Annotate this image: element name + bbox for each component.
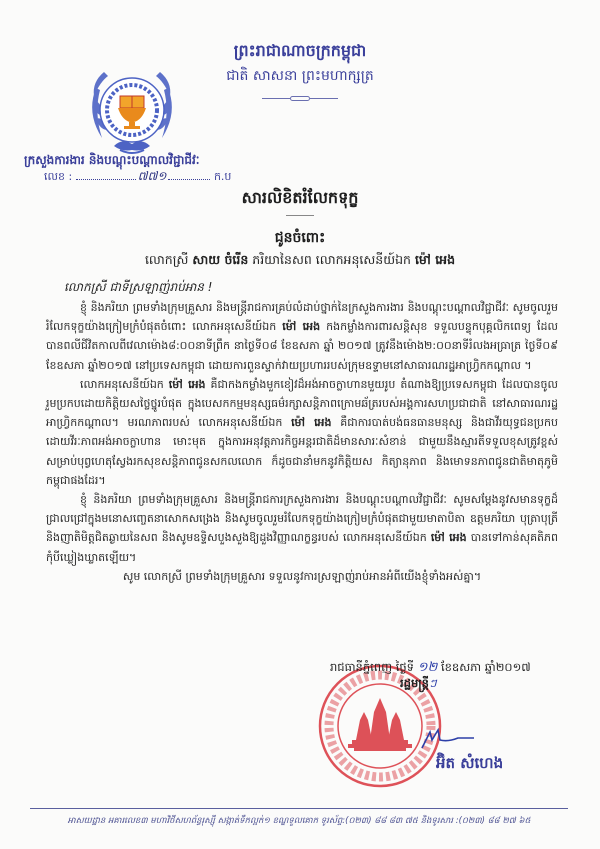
title-divider [286, 215, 314, 216]
national-motto: ជាតិ សាសនា ព្រះមហាក្សត្រ [226, 68, 374, 84]
signer-title [400, 674, 437, 692]
deceased-name: ម៉ៅ អេង [414, 252, 456, 267]
kingdom-heading: ព្រះរាជាណាចក្រកម្ពុជា [233, 41, 367, 60]
text: គឺជាកងកម្លាំងមួកខៀវដ៏អង់អាចក្លាហានមួយរូប តំណាងឱ្យប្រទេសកម្ពុជា ដែលបានចូលរួមប្រកបដោយកិត្តិយសថ្លៃថ្នូរបំផុត ក្នុងបេសកកម្មមនុស្សធម៌រក្សាសន្តិភាពក្រោមឆ័ត្ររបស់អង្គការសហប្រជាជាតិ នៅសាធារណរដ្ឋអាហ្វ្រិកកណ្តាល។ មរណភាពរបស់ លោកអនុសេនីយ៍ឯក [46, 377, 558, 430]
text: លោកអនុសេនីយ៍ឯក [80, 377, 164, 391]
recipient-name: សាយ ចំរើន [192, 252, 249, 267]
paragraph-2 [46, 375, 558, 490]
letter-title: សារលិខិតរំលែកទុក្ខ [241, 188, 359, 207]
reference-number [44, 168, 231, 185]
date-day-handwritten: ១២ [417, 660, 438, 675]
recipient-prefix: លោកស្រី [144, 252, 189, 267]
recipient-relation: ភរិយានៃសព លោកអនុសេនីយ៍ឯក [252, 252, 411, 267]
deceased-name: ម៉ៅ អេង [430, 531, 467, 545]
ref-dots [76, 168, 136, 180]
ref-dots [168, 168, 210, 180]
ref-number-handwritten: ៧៧១ [137, 169, 167, 183]
addressee-label: ជូនចំពោះ [274, 230, 326, 246]
signer-name: អ៊ិត សំហេង [436, 754, 504, 772]
deceased-name: ម៉ៅ អេង [282, 320, 321, 334]
ministry-name: ក្រសួងការងារ និងបណ្តុះបណ្តាលវិជ្ជាជីវៈ [24, 153, 200, 167]
deceased-name: ម៉ៅ អេង [168, 377, 206, 391]
paragraph-3 [46, 490, 558, 567]
text: ខ្ញុំ និងភរិយា ព្រមទាំងក្រុមគ្រួសារ និងមន្ត្រីរាជការក្រសួងការងារ និងបណ្តុះបណ្តាលវិជ្ជាជីវៈ សូមសម្តែងនូវសមានទុក្ខដ៏ជ្រាលជ្រៅក្នុងមនោសញ្ចេតនាសោកសង្រេង និងសូមចូលរួមរំលែកទុក្ខយ៉ាងក្រៀមក្រំបំផុតជាមួយមាតាបិតា ឧត្តមភរិយា បុត្រាបុត្រី និងញាតិមិត្តជិតឆ្ងាយនៃសព និងសូមឧទ្ទិសបួងសួងឱ្យដួងវិញ្ញាណក្ខន្ធរបស់ លោកអនុសេនីយ៍ឯក [46, 493, 558, 545]
text: ខ្ញុំ និងភរិយា ព្រមទាំងក្រុមគ្រួសារ និងមន្ត្រីរាជការគ្រប់លំដាប់ថ្នាក់នៃក្រសួងការងារ និងបណ្តុះបណ្តាលវិជ្ជាជីវៈ សូមចូលរួមរំលែកទុក្ខយ៉ាងក្រៀមក្រំបំផុតចំពោះ លោកអនុសេនីយ៍ឯក [46, 301, 558, 334]
ref-label: លេខ : [44, 170, 73, 183]
closing-line: សូម លោកស្រី ព្រមទាំងក្រុមគ្រួសារ ទទួលនូវការស្រឡាញ់រាប់អានអំពីយើងខ្ញុំទាំងអស់គ្នា។ [122, 569, 482, 583]
addressee-line [40, 250, 560, 270]
minister-title: រដ្ឋមន្ត្រី [400, 676, 429, 690]
ministry-logo [84, 58, 180, 162]
footer-address: អាសយដ្ឋាន អគារលេខ៣ មហាវិថីសហព័ន្ធរុស្ស៊ី សង្កាត់ទឹកល្អក់១ ខណ្ឌទួលគោក ទូរស័ព្ទ:(០២៣) ៨៨ ៨៣ ៧៥ និងទូរសារ :(០២៣) ៨៨ ២៧ ៦៥ [67, 816, 531, 826]
footer-divider [30, 808, 568, 809]
handwritten-signature [418, 722, 488, 750]
date-prefix: រាជធានីភ្នំពេញ ថ្ងៃទី [330, 660, 414, 674]
paragraph-1 [46, 298, 558, 375]
text: គឺជាការបាត់បង់ធនធានមនុស្ស និងជាវីរយុទ្ធជនប្រកបដោយវីរៈភាពអង់អាចក្លាហាន មោះមុត ក្នុងការអនុវត្តភារកិច្ចអន្តរជាតិដ៏មានសារៈសំខាន់ ជាមួយនឹងស្មារតីទទួលខុសត្រូវខ្ពស់សម្រាប់បុព្វហេតុស្វែងរកសុខសន្តិភាពជូនសកលលោក ក៏ដូចជានាំមកនូវកិត្តិយស កិត្យានុភាព និងមោទនភាពជូនជាតិមាតុភូមិកម្ពុជាផងដែរ។ [46, 416, 559, 487]
text: កងកម្លាំងការពារសន្តិសុខ ទទួលបន្ទុកបុគ្គលិកពេទ្យ ដែលបានពលីជីវិតកាលពីវេលាម៉ោង៨:០០នាទីព្រឹក នាថ្ងៃទី០៨ ខែឧសភា ឆ្នាំ ២០១៧ ត្រូវនឹងម៉ោង២:០០នាទីរំលងអធ្រាត្រ ថ្ងៃទី០៩ ខែឧសភា ឆ្នាំ២០១៧ នៅប្រទេសកម្ពុជា ដោយការពួនស្ទាក់វាយប្រហាររបស់ក្រុមឧទ្ទាមនៅសាធារណរដ្ឋអាហ្វ្រិកកណ្តាល ។ [46, 320, 558, 372]
handwritten-mark: ៗ [428, 676, 437, 690]
text: បានទៅកាន់សុគតិភពកុំបីឃ្លៀងឃ្លាតឡើយ។ [46, 531, 558, 564]
salutation: លោកស្រី ជាទីស្រឡាញ់រាប់អាន ! [64, 280, 213, 294]
letter-body [46, 298, 558, 586]
divider-ornament [262, 96, 338, 102]
deceased-name: ម៉ៅ អេង [291, 416, 332, 430]
date-month-year: ខែឧសភា ឆ្នាំ២០១៧ [440, 660, 531, 674]
ref-suffix: ក.ប [213, 170, 232, 183]
